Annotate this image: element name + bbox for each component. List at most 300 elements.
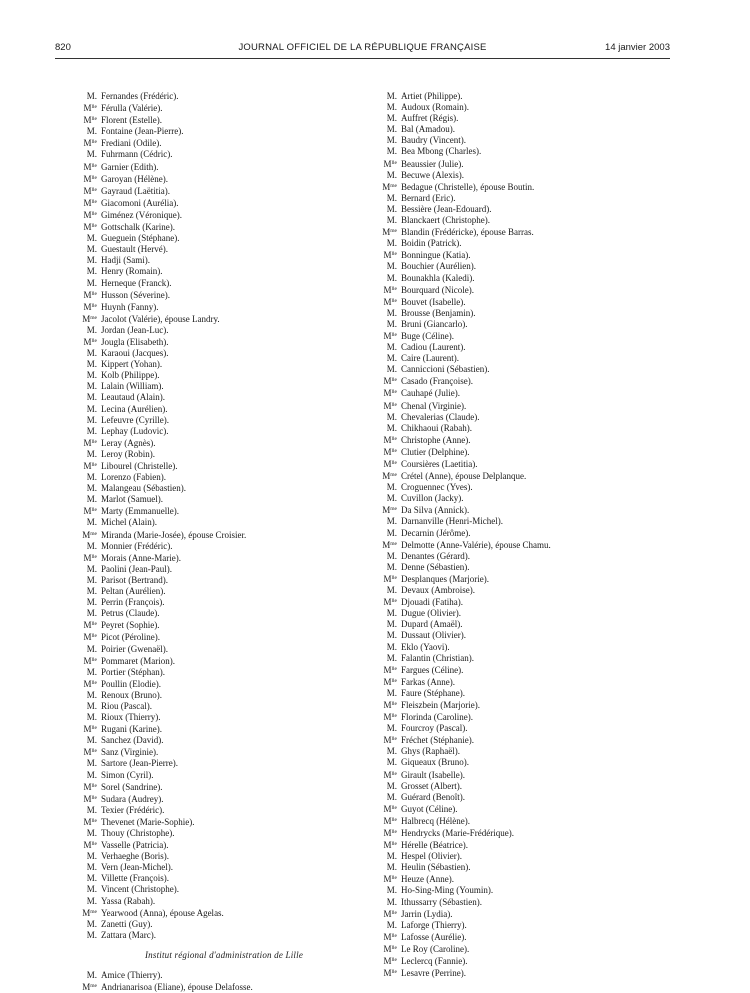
list-item: [378, 387, 678, 399]
person-name: Djouadi (Fatiha).: [401, 597, 463, 608]
person-name: Libourel (Christelle).: [101, 461, 178, 471]
list-item: [78, 851, 370, 862]
person-name: Rugani (Karine).: [101, 724, 162, 735]
list-item: [378, 608, 678, 619]
list-item: [378, 493, 678, 504]
person-name: Poullin (Elodie).: [101, 678, 161, 689]
list-item: [378, 792, 678, 803]
civility: $M^{lle}$: [383, 815, 397, 826]
list-item: [78, 301, 370, 313]
person-name: Zattara (Marc).: [101, 929, 156, 940]
list-item: [378, 284, 678, 296]
list-item: [378, 851, 678, 862]
person-name: Artiet (Philippe).: [401, 91, 463, 101]
person-name: Cauhapé (Julie).: [401, 388, 460, 399]
list-item: [78, 873, 370, 884]
person-name: Henry (Romain).: [101, 266, 163, 277]
civility: $M^{lle}$: [83, 115, 97, 126]
civility: $M^{lle}$: [83, 461, 97, 471]
person-name: Casado (Françoise).: [401, 376, 473, 387]
civility: M.: [86, 91, 97, 101]
person-name: Fleiszbein (Marjorie).: [401, 699, 480, 710]
civility: M.: [386, 238, 397, 249]
list-item: [378, 931, 678, 943]
person-name: Bruni (Giancarlo).: [401, 318, 468, 329]
person-name: Heulin (Sébastien).: [401, 862, 471, 873]
person-name: Croguennec (Yves).: [401, 482, 473, 493]
civility: $M^{lle}$: [83, 620, 97, 631]
civility: M.: [386, 482, 397, 493]
person-name: Yearwood (Anna), épouse Agelas.: [101, 907, 224, 918]
header-rule: [55, 58, 670, 59]
person-name: Gottschalk (Karine).: [101, 222, 175, 233]
person-name: Brousse (Benjamin).: [401, 307, 476, 318]
civility: M.: [386, 791, 397, 802]
civility: M.: [386, 342, 397, 353]
civility: $M^{me}$: [382, 471, 397, 482]
civility: M.: [86, 643, 97, 654]
civility: $M^{me}$: [82, 982, 97, 993]
person-name: Fuhrmann (Cédric).: [101, 149, 173, 160]
civility: M.: [86, 425, 97, 436]
list-item: [378, 446, 678, 458]
list-item: [78, 137, 370, 149]
person-name: Lefeuvre (Cyrille).: [101, 414, 169, 425]
person-name: Monnier (Frédéric).: [101, 540, 173, 551]
person-name: Leray (Agnès).: [101, 437, 156, 448]
person-name: Bonningue (Katia).: [401, 250, 471, 261]
list-item: [78, 884, 370, 895]
civility: M.: [386, 757, 397, 768]
civility: $M^{lle}$: [383, 943, 397, 954]
civility: M.: [386, 723, 397, 734]
person-name: Boidin (Patrick).: [401, 238, 462, 249]
list-item: [378, 803, 678, 815]
list-item: [378, 815, 678, 827]
person-name: Leclercq (Fannie).: [401, 956, 468, 967]
list-item: [378, 839, 678, 851]
list-item: [378, 920, 678, 931]
list-item: [78, 907, 370, 919]
left-name-list: [78, 91, 370, 941]
person-name: Peyret (Sophie).: [101, 620, 160, 631]
civility: M.: [386, 561, 397, 572]
civility: M.: [386, 919, 397, 930]
person-name: Vincent (Christophe).: [101, 884, 179, 895]
civility: M.: [386, 364, 397, 375]
civility: $M^{lle}$: [383, 330, 397, 341]
person-name: Cuvillon (Jacky).: [401, 493, 464, 504]
civility: $M^{lle}$: [83, 552, 97, 563]
person-name: Bourquard (Nicole).: [401, 284, 474, 295]
civility: M.: [386, 422, 397, 433]
person-name: Parisot (Bertrand).: [101, 574, 168, 585]
list-item: [378, 193, 678, 204]
civility: M.: [86, 233, 97, 244]
list-item: [378, 827, 678, 839]
person-name: Da Silva (Annick).: [401, 505, 470, 516]
list-item: [378, 528, 678, 539]
list-item: [78, 173, 370, 185]
civility: M.: [86, 149, 97, 160]
person-name: Vasselle (Patricia).: [101, 840, 169, 851]
person-name: Hendrycks (Marie-Frédérique).: [401, 828, 514, 838]
person-name: Farkas (Anne).: [401, 676, 455, 687]
list-item: [378, 470, 678, 482]
list-item: [378, 330, 678, 342]
civility: $M^{me}$: [382, 539, 397, 550]
person-name: Faure (Stéphane).: [401, 687, 465, 698]
list-item: [78, 460, 370, 472]
person-name: Fourcroy (Pascal).: [401, 723, 468, 734]
person-name: Falantin (Christian).: [401, 652, 474, 663]
person-name: Denne (Sébastien).: [401, 561, 470, 572]
list-item: [378, 215, 678, 226]
left-column: [78, 91, 370, 993]
civility: M.: [86, 608, 97, 619]
list-item: [78, 816, 370, 828]
list-item: [378, 711, 678, 723]
civility: $M^{lle}$: [383, 400, 397, 411]
person-name: Morais (Anne-Marie).: [101, 552, 181, 563]
civility: M.: [86, 873, 97, 884]
person-name: Marty (Emmanuelle).: [101, 506, 179, 517]
civility: M.: [386, 851, 397, 862]
civility: M.: [86, 828, 97, 838]
person-name: Petrus (Claude).: [101, 608, 160, 619]
list-item: [78, 644, 370, 655]
list-item: [78, 102, 370, 114]
person-name: Girault (Isabelle).: [401, 769, 465, 780]
person-name: Audoux (Romain).: [401, 102, 469, 113]
list-item: [78, 266, 370, 277]
list-item: [78, 770, 370, 781]
civility: M.: [86, 929, 97, 940]
civility: $M^{lle}$: [83, 678, 97, 689]
list-item: [378, 596, 678, 608]
civility: M.: [86, 563, 97, 574]
civility: $M^{lle}$: [383, 712, 397, 723]
person-name: Bernard (Eric).: [401, 192, 456, 203]
person-name: Canniccioni (Sébastien).: [401, 364, 490, 375]
list-item: [378, 458, 678, 470]
civility: M.: [86, 804, 97, 815]
person-name: Ithussarry (Sébastien).: [401, 896, 482, 907]
person-name: Thouy (Christophe).: [101, 828, 175, 838]
civility: $M^{lle}$: [83, 632, 97, 643]
civility: M.: [386, 215, 397, 226]
person-name: Sanchez (David).: [101, 735, 164, 746]
civility: $M^{lle}$: [383, 376, 397, 387]
list-item: [78, 233, 370, 244]
list-item: [378, 296, 678, 308]
list-item: [378, 170, 678, 181]
person-name: Dupard (Amaël).: [401, 619, 463, 630]
person-name: Simon (Cyril).: [101, 769, 154, 780]
person-name: Bal (Amadou).: [401, 124, 455, 135]
list-item: [378, 642, 678, 653]
civility: M.: [86, 666, 97, 677]
person-name: Crétel (Anne), épouse Delplanque.: [401, 471, 527, 482]
civility: $M^{lle}$: [383, 931, 397, 942]
list-item: [78, 793, 370, 805]
civility: M.: [86, 370, 97, 381]
list-item: [78, 278, 370, 289]
civility: M.: [86, 414, 97, 425]
section-title: Institut régional d'administration de Lille: [144, 949, 304, 960]
person-name: Clutier (Delphine).: [401, 446, 470, 457]
person-name: Thevenet (Marie-Sophie).: [101, 816, 195, 827]
person-name: Denantes (Gérard).: [401, 550, 470, 561]
list-item: [78, 564, 370, 575]
civility: M.: [86, 712, 97, 723]
list-item: [378, 967, 678, 979]
list-item: [378, 551, 678, 562]
person-name: Renoux (Bruno).: [101, 689, 162, 700]
person-name: Bedague (Christelle), épouse Boutin.: [401, 181, 535, 192]
person-name: Rioux (Thierry).: [101, 712, 161, 723]
list-item: [378, 897, 678, 908]
civility: $M^{lle}$: [383, 573, 397, 584]
person-name: Perrin (François).: [101, 597, 165, 608]
person-name: Caire (Laurent).: [401, 353, 459, 364]
person-name: Gueguein (Stéphane).: [101, 233, 180, 244]
list-item: [378, 113, 678, 124]
list-item: [78, 359, 370, 370]
civility: $M^{me}$: [382, 181, 397, 192]
person-name: Sudara (Audrey).: [101, 793, 164, 804]
person-name: Christophe (Anne).: [401, 434, 471, 445]
person-name: Kolb (Philippe).: [101, 370, 160, 381]
list-item: [378, 573, 678, 585]
list-item: [78, 483, 370, 494]
person-name: Cadiou (Laurent).: [401, 342, 466, 353]
list-item: [378, 619, 678, 630]
civility: M.: [86, 517, 97, 528]
person-name: Hespel (Olivier).: [401, 851, 462, 862]
list-item: [78, 631, 370, 643]
person-name: Yassa (Rabah).: [101, 895, 156, 906]
civility: $M^{lle}$: [83, 816, 97, 827]
person-name: Lalain (William).: [101, 381, 164, 392]
person-name: Texier (Frédéric).: [101, 804, 165, 815]
civility: M.: [386, 411, 397, 422]
list-item: [78, 415, 370, 426]
civility: $M^{lle}$: [83, 724, 97, 735]
list-item: [378, 91, 678, 102]
list-item: [78, 348, 370, 359]
person-name: Dugue (Olivier).: [401, 608, 461, 619]
civility: M.: [386, 353, 397, 364]
person-name: Blanckaert (Christophe).: [401, 215, 490, 226]
civility: M.: [86, 324, 97, 335]
civility: $M^{lle}$: [83, 185, 97, 196]
person-name: Jarrin (Lydia).: [401, 908, 453, 919]
person-name: Guyot (Céline).: [401, 803, 458, 814]
person-name: Herneque (Franck).: [101, 277, 172, 288]
person-name: Decarnin (Jérôme).: [401, 527, 471, 538]
person-name: Pommaret (Marion).: [101, 655, 175, 666]
person-name: Vern (Jean-Michel).: [101, 862, 173, 873]
person-name: Becuwe (Alexis).: [401, 169, 464, 180]
list-item: [78, 701, 370, 712]
list-item: [78, 781, 370, 793]
person-name: Buge (Céline).: [401, 330, 454, 341]
list-item: [378, 757, 678, 768]
list-item: [78, 313, 370, 325]
list-item: [378, 319, 678, 330]
civility: $M^{lle}$: [383, 769, 397, 780]
person-name: Auffret (Régis).: [401, 113, 459, 124]
civility: M.: [86, 597, 97, 608]
list-item: [78, 126, 370, 137]
person-name: Lesavre (Perrine).: [401, 968, 466, 979]
person-name: Ho-Sing-Ming (Youmin).: [401, 885, 494, 896]
civility: M.: [386, 272, 397, 283]
list-item: [78, 619, 370, 631]
civility: $M^{lle}$: [383, 874, 397, 885]
page-number: 820: [55, 42, 71, 53]
list-item: [378, 723, 678, 734]
person-name: Baudry (Vincent).: [401, 135, 466, 146]
civility: M.: [386, 113, 397, 124]
person-name: Giménez (Véronique).: [101, 209, 182, 220]
civility: M.: [86, 392, 97, 403]
civility: M.: [386, 896, 397, 907]
list-item: [378, 688, 678, 699]
list-item: [78, 426, 370, 437]
civility: M.: [386, 261, 397, 272]
civility: $M^{lle}$: [83, 793, 97, 804]
civility: M.: [86, 540, 97, 551]
list-item: [78, 919, 370, 930]
list-item: [378, 653, 678, 664]
civility: M.: [386, 746, 397, 757]
person-name: Bounakhla (Kaledi).: [401, 272, 475, 283]
person-name: Malangeau (Sébastien).: [101, 483, 186, 494]
civility: $M^{lle}$: [83, 197, 97, 208]
list-item: [378, 769, 678, 781]
person-name: Devaux (Ambroise).: [401, 585, 475, 596]
list-item: [78, 597, 370, 608]
civility: M.: [386, 307, 397, 318]
list-item: [378, 699, 678, 711]
list-item: [378, 423, 678, 434]
list-item: [78, 517, 370, 528]
civility: $M^{lle}$: [383, 158, 397, 169]
person-name: Chikhaoui (Rabah).: [401, 422, 472, 433]
person-name: Garnier (Edith).: [101, 161, 159, 172]
civility: $M^{lle}$: [83, 161, 97, 172]
person-name: Eklo (Yaovi).: [401, 641, 450, 652]
civility: $M^{lle}$: [383, 968, 397, 979]
civility: M.: [86, 970, 97, 981]
civility: $M^{lle}$: [83, 301, 97, 312]
person-name: Huynh (Fanny).: [101, 301, 159, 312]
civility: M.: [86, 895, 97, 906]
civility: M.: [386, 619, 397, 630]
list-item: [378, 308, 678, 319]
civility: $M^{lle}$: [383, 250, 397, 261]
civility: M.: [386, 550, 397, 561]
person-name: Michel (Alain).: [101, 517, 157, 528]
civility: $M^{lle}$: [83, 747, 97, 758]
civility: $M^{lle}$: [383, 434, 397, 445]
list-item: [378, 412, 678, 423]
list-item: [378, 226, 678, 238]
person-name: Garoyan (Hélène).: [101, 173, 168, 184]
civility: M.: [86, 244, 97, 255]
list-item: [78, 149, 370, 160]
civility: $M^{lle}$: [383, 388, 397, 399]
list-item: [78, 839, 370, 851]
civility: M.: [86, 862, 97, 873]
person-name: Ghys (Raphaël).: [401, 746, 460, 757]
person-name: Jacolot (Valérie), épouse Landry.: [101, 313, 220, 324]
publication-date: 14 janvier 2003: [605, 42, 670, 53]
civility: $M^{lle}$: [383, 459, 397, 469]
person-name: Frediani (Odile).: [101, 138, 162, 149]
list-item: [78, 336, 370, 348]
civility: $M^{lle}$: [83, 209, 97, 220]
person-name: Amice (Thierry).: [101, 970, 163, 981]
list-item: [78, 449, 370, 460]
civility: M.: [86, 255, 97, 266]
list-item: [378, 676, 678, 688]
person-name: Karaoui (Jacques).: [101, 348, 169, 359]
person-name: Marlot (Samuel).: [101, 494, 163, 505]
person-name: Fernandes (Frédéric).: [101, 91, 179, 101]
list-item: [78, 209, 370, 221]
civility: $M^{lle}$: [383, 803, 397, 814]
person-name: Husson (Séverine).: [101, 289, 170, 300]
person-name: Guérard (Benoît).: [401, 791, 465, 802]
person-name: Zanetti (Guy).: [101, 918, 153, 929]
list-item: [378, 204, 678, 215]
list-item: [378, 364, 678, 375]
person-name: Florent (Estelle).: [101, 115, 162, 126]
person-name: Bouvet (Isabelle).: [401, 296, 466, 307]
civility: $M^{lle}$: [383, 664, 397, 675]
list-item: [78, 712, 370, 723]
list-item: [378, 158, 678, 170]
list-item: [78, 862, 370, 873]
list-item: [378, 873, 678, 885]
civility: M.: [86, 851, 97, 862]
list-item: [78, 541, 370, 552]
civility: M.: [386, 318, 397, 329]
list-item: [78, 678, 370, 690]
list-item: [378, 181, 678, 193]
list-item: [78, 392, 370, 403]
list-item: [78, 552, 370, 564]
list-item: [378, 434, 678, 446]
civility: M.: [86, 700, 97, 711]
list-item: [378, 124, 678, 135]
list-item: [78, 828, 370, 839]
person-name: Paolini (Jean-Paul).: [101, 563, 172, 574]
civility: $M^{lle}$: [383, 840, 397, 851]
person-name: Fontaine (Jean-Pierre).: [101, 126, 184, 137]
civility: M.: [386, 91, 397, 101]
person-name: Beaussier (Julie).: [401, 158, 464, 169]
person-name: Kippert (Yohan).: [101, 359, 163, 370]
list-item: [378, 943, 678, 955]
list-item: [78, 404, 370, 415]
person-name: Villette (François).: [101, 873, 169, 884]
person-name: Bea Mbong (Charles).: [401, 146, 482, 157]
list-item: [78, 667, 370, 678]
